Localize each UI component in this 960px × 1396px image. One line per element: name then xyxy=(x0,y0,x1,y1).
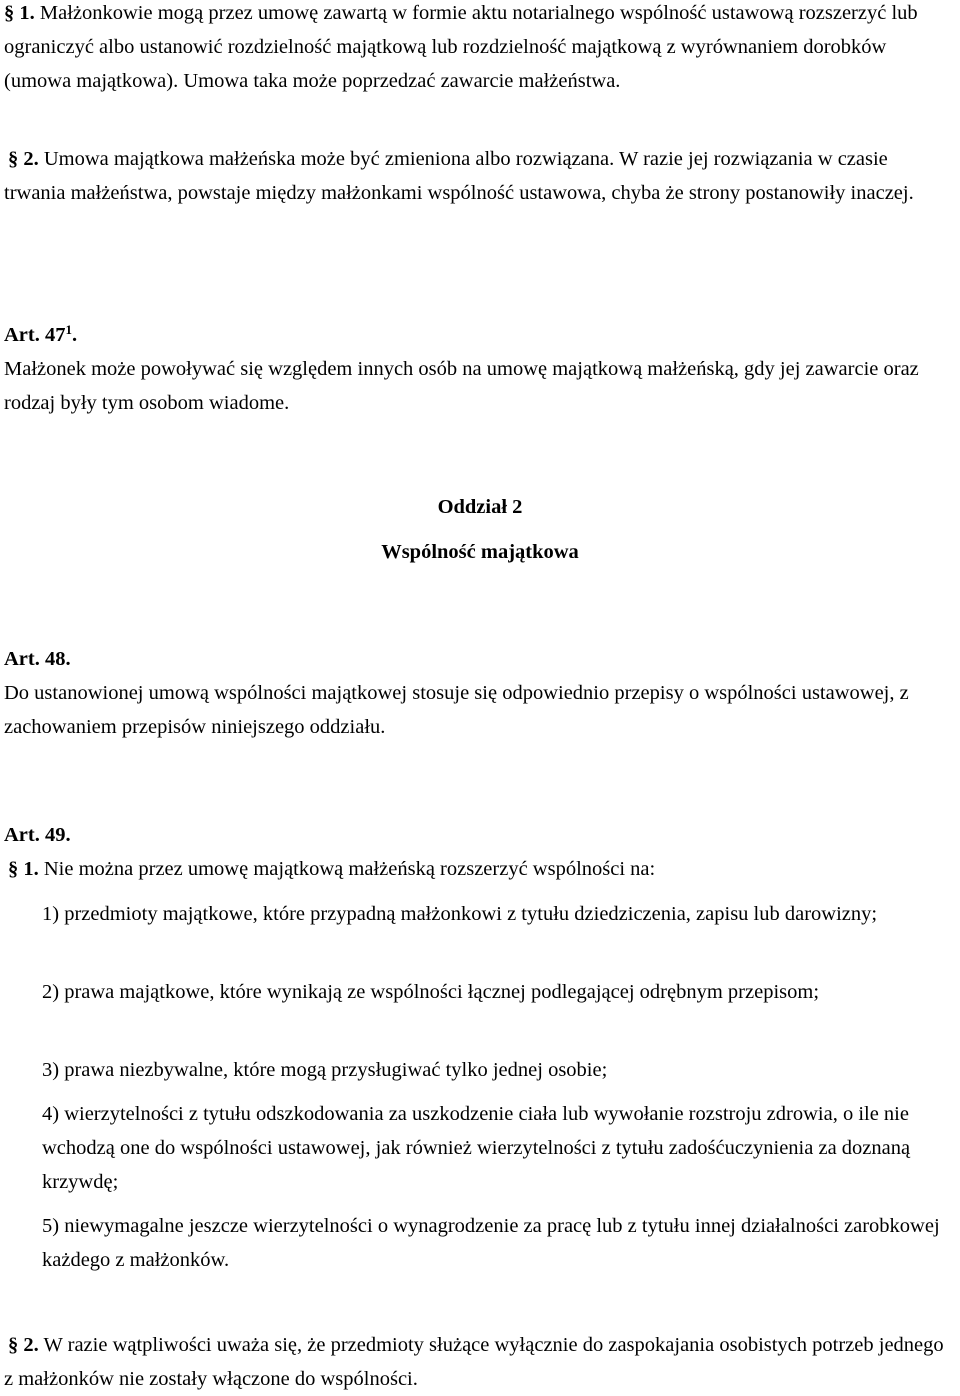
art48-heading: Art. 48. xyxy=(4,648,71,670)
section-sign: § xyxy=(4,2,15,24)
article-dot: . xyxy=(71,324,78,346)
art47-1-heading xyxy=(4,318,77,352)
paragraph-number: 2. xyxy=(23,1334,39,1356)
list-item: 1) przedmioty majątkowe, które przypadną małżonkowi z tytułu dziedziczenia, zapisu lub darowizny; xyxy=(42,903,878,925)
list-item: 4) wierzytelności z tytułu odszkodowania za uszkodzenie ciała lub wywołanie rozstroju zdrowia, o ile nie wchodzą one do wspólności ustawowej, jak również wierzytelności z tytułu zadośćuczynienia za doznaną krzywdę; xyxy=(42,1103,911,1193)
article-label: Art. xyxy=(4,324,40,346)
art47-paragraph-1 xyxy=(4,0,954,98)
paragraph-text: Małżonkowie mogą przez umowę zawartą w formie aktu notarialnego wspólność ustawową rozszerzyć lub ograniczyć albo ustanowić rozdzielność majątkową lub rozdzielność majątkową z wyrównaniem dorobków (umowa majątkowa). Umowa taka może poprzedzać zawarcie małżeństwa. xyxy=(4,2,918,92)
art49-paragraph-2 xyxy=(4,1328,954,1396)
article-number: 47 xyxy=(44,324,66,346)
section-sign: § xyxy=(8,148,19,170)
division-heading: Oddział 2 xyxy=(437,496,523,518)
article-superscript: 1 xyxy=(65,322,72,337)
art47-paragraph-2 xyxy=(4,142,954,210)
paragraph-number: 1. xyxy=(19,2,35,24)
art48-text: Do ustanowionej umową wspólności majątkowej stosuje się odpowiednio przepisy o wspólności ustawowej, z zachowaniem przepisów niniejszego oddziału. xyxy=(4,682,909,738)
section-sign: § xyxy=(8,1334,19,1356)
list-item: 3) prawa niezbywalne, które mogą przysługiwać tylko jednej osobie; xyxy=(42,1059,608,1081)
paragraph-text: Umowa majątkowa małżeńska może być zmieniona albo rozwiązana. W razie jej rozwiązania w czasie trwania małżeństwa, powstaje między małżonkami wspólność ustawowa, chyba że strony postanowiły inaczej. xyxy=(4,148,914,204)
paragraph-text: Nie można przez umowę majątkową małżeńską rozszerzyć wspólności na: xyxy=(43,858,656,880)
section-sign: § xyxy=(8,858,19,880)
paragraph-number: 1. xyxy=(23,858,39,880)
paragraph-number: 2. xyxy=(23,148,39,170)
art47-1-text: Małżonek może powoływać się względem innych osób na umowę majątkową małżeńską, gdy jej zawarcie oraz rodzaj były tym osobom wiadome. xyxy=(4,358,919,414)
list-item: 2) prawa majątkowe, które wynikają ze wspólności łącznej podlegającej odrębnym przepisom; xyxy=(42,981,820,1003)
art49-heading: Art. 49. xyxy=(4,824,71,846)
division-title: Wspólność majątkowa xyxy=(381,541,579,563)
art49-paragraph-1 xyxy=(4,852,954,886)
list-item: 5) niewymagalne jeszcze wierzytelności o wynagrodzenie za pracę lub z tytułu innej działalności zarobkowej każdego z małżonków. xyxy=(42,1215,940,1271)
paragraph-text: W razie wątpliwości uważa się, że przedmioty służące wyłącznie do zaspokajania osobistych potrzeb jednego z małżonków nie zostały włączone do wspólności. xyxy=(4,1334,944,1390)
